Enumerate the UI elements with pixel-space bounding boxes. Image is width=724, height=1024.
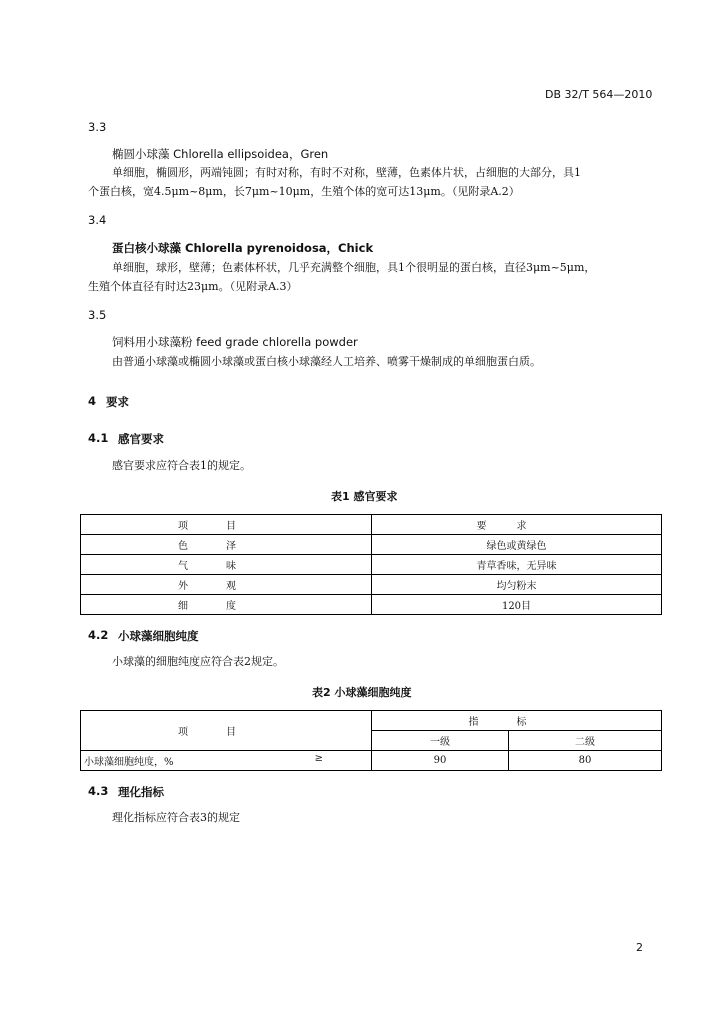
section-number: 4.1 bbox=[88, 431, 109, 445]
table-caption: 表1 感官要求 bbox=[331, 490, 398, 503]
table-sensory bbox=[80, 514, 662, 615]
table-row bbox=[81, 555, 662, 575]
table-row bbox=[81, 751, 662, 771]
table-cell: 色泽 bbox=[81, 535, 372, 555]
table-header-cell: 指标 bbox=[372, 711, 662, 731]
definition-line: 单细胞，椭圆形，两端钝圆；有时对称，有时不对称，壁薄，色素体片状，占细胞的大部分，具1 bbox=[112, 166, 581, 179]
table-cell: 绿色或黄绿色 bbox=[372, 535, 662, 555]
table-cell: 120目 bbox=[372, 595, 662, 615]
table-header-cell: 项目 bbox=[81, 515, 372, 535]
table-cell: 细度 bbox=[81, 595, 372, 615]
standard-number: DB 32/T 564—2010 bbox=[545, 88, 653, 101]
table-row bbox=[81, 595, 662, 615]
section-number: 3.3 bbox=[88, 120, 107, 134]
chapter-number: 4 bbox=[88, 394, 97, 408]
table-purity bbox=[80, 710, 662, 771]
page-number: 2 bbox=[636, 941, 643, 954]
definition-line: 由普通小球藻或椭圆小球藻或蛋白核小球藻经人工培养、喷雾干燥制成的单细胞蛋白质。 bbox=[112, 355, 541, 368]
section-number: 4.3 bbox=[88, 784, 109, 798]
definition-line: 生殖个体直径有时达23μm。（见附录A.3） bbox=[88, 280, 298, 293]
term-title: 椭圆小球藻 Chlorella ellipsoidea，Gren bbox=[112, 147, 329, 161]
table-caption: 表2 小球藻细胞纯度 bbox=[312, 686, 412, 699]
section-title: 小球藻细胞纯度 bbox=[118, 629, 199, 643]
table-cell: 90 bbox=[372, 751, 509, 771]
table-cell: 均匀粉末 bbox=[372, 575, 662, 595]
table-cell: 青草香味，无异味 bbox=[372, 555, 662, 575]
section-number: 3.4 bbox=[88, 213, 107, 227]
chapter-title: 要求 bbox=[106, 395, 129, 409]
section-title: 感官要求 bbox=[118, 432, 164, 446]
table-header-cell: 要求 bbox=[372, 515, 662, 535]
section-title: 理化指标 bbox=[118, 785, 164, 799]
table-cell: 80 bbox=[509, 751, 662, 771]
table-header-cell: 二级 bbox=[509, 731, 662, 751]
table-header-cell: 项目 bbox=[81, 711, 372, 751]
table-cell: 小球藻细胞纯度，% ≥ bbox=[81, 751, 372, 771]
definition-line: 单细胞，球形，壁薄；色素体杯状，几乎充满整个细胞，具1个很明显的蛋白核，直径3μm~5μm， bbox=[112, 261, 596, 274]
term-title: 蛋白核小球藻 Chlorella pyrenoidosa，Chick bbox=[112, 241, 374, 255]
definition-line: 个蛋白核，宽4.5μm~8μm，长7μm~10μm，生殖个体的宽可达13μm。（见附录A.2） bbox=[88, 185, 520, 198]
table-cell: 外观 bbox=[81, 575, 372, 595]
section-number: 3.5 bbox=[88, 308, 107, 322]
paragraph: 感官要求应符合表1的规定。 bbox=[112, 459, 251, 472]
table-row bbox=[81, 535, 662, 555]
table-header-cell: 一级 bbox=[372, 731, 509, 751]
term-title: 饲料用小球藻粉 feed grade chlorella powder bbox=[112, 335, 358, 349]
paragraph: 理化指标应符合表3的规定 bbox=[112, 811, 240, 824]
table-cell: 气味 bbox=[81, 555, 372, 575]
section-number: 4.2 bbox=[88, 628, 109, 642]
paragraph: 小球藻的细胞纯度应符合表2规定。 bbox=[112, 655, 284, 668]
table-row bbox=[81, 575, 662, 595]
